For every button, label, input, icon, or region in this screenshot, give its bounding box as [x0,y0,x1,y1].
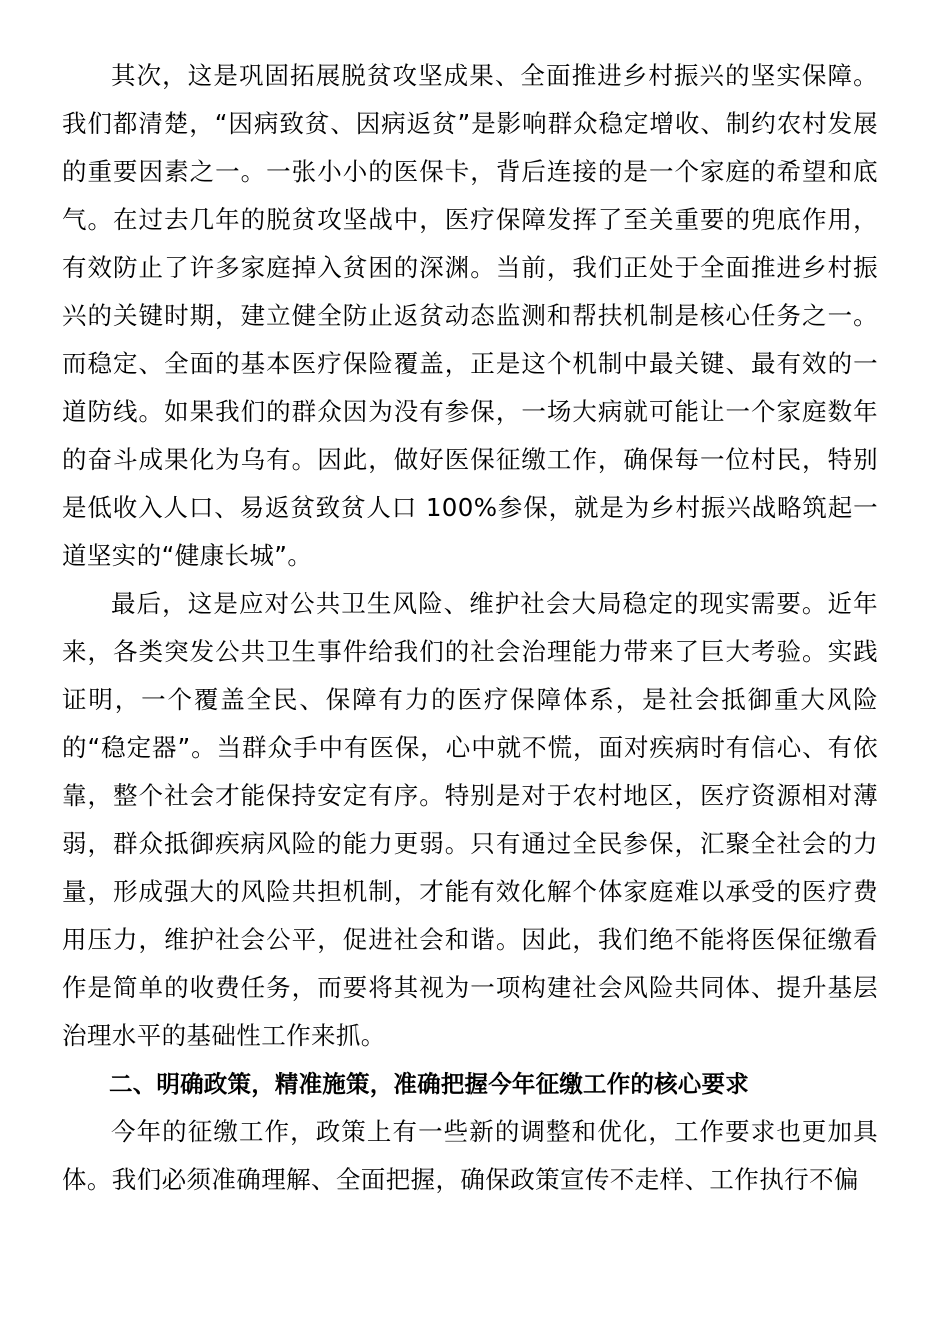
paragraph: 今年的征缴工作，政策上有一些新的调整和优化，工作要求也更加具体。我们必须准确理解、全面把握，确保政策宣传不走样、工作执行不偏 [62,1117,878,1194]
paragraph: 其次，这是巩固拓展脱贫攻坚成果、全面推进乡村振兴的坚实保障。我们都清楚，“因病致贫、因病返贫”是影响群众稳定增收、制约农村发展的重要因素之一。一张小小的医保卡，背后连接的是一个家庭的希望和底气。在过去几年的脱贫攻坚战中，医疗保障发挥了至关重要的兜底作用，有效防止了许多家庭掉入贫困的深渊。当前，我们正处于全面推进乡村振兴的关键时期，建立健全防止返贫动态监测和帮扶机制是核心任务之一。而稳定、全面的基本医疗保险覆盖，正是这个机制中最关键、最有效的一道防线。如果我们的群众因为没有参保，一场大病就可能让一个家庭数年的奋斗成果化为乌有。因此，做好医保征缴工作，确保每一位村民，特别是低收入人口、易返贫致贫人口 100%参保，就是为乡村振兴战略筑起一道坚实的“健康长城”。 [62,61,878,570]
paragraph: 最后，这是应对公共卫生风险、维护社会大局稳定的现实需要。近年来，各类突发公共卫生事件给我们的社会治理能力带来了巨大考验。实践证明，一个覆盖全民、保障有力的医疗保障体系，是社会抵御重大风险的“稳定器”。当群众手中有医保，心中就不慌，面对疾病时有信心、有依靠，整个社会才能保持安定有序。特别是对于农村地区，医疗资源相对薄弱，群众抵御疾病风险的能力更弱。只有通过全民参保，汇聚全社会的力量，形成强大的风险共担机制，才能有效化解个体家庭难以承受的医疗费用压力，维护社会公平，促进社会和谐。因此，我们绝不能将医保征缴看作是简单的收费任务，而要将其视为一项构建社会风险共同体、提升基层治理水平的基础性工作来抓。 [62,589,878,1050]
section-heading: 二、明确政策，精准施策，准确把握今年征缴工作的核心要求 [109,1070,749,1098]
document-body [62,52,878,1204]
